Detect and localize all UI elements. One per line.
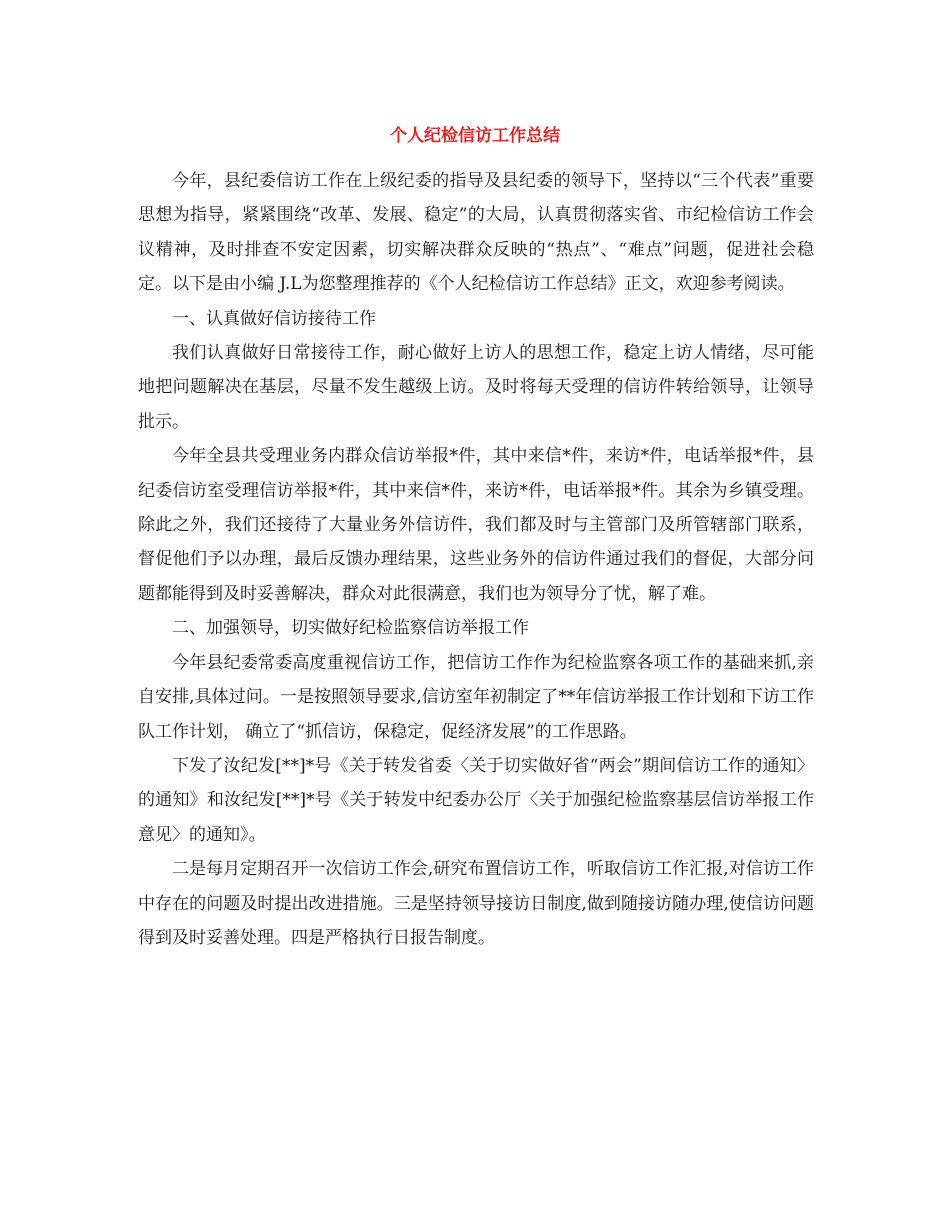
paragraph-reception: 我们认真做好日常接待工作，耐心做好上访人的思想工作，稳定上访人情绪，尽可能地把问题解决在基层，尽量不发生越级上访。及时将每天受理的信访件转给领导，让领导批示。 xyxy=(138,343,814,432)
section-heading-2: 二、加强领导，切实做好纪检监察信访举报工作 xyxy=(172,618,529,639)
paragraph-statistics: 今年全县共受理业务内群众信访举报*件，其中来信*件，来访*件，电话举报*件，县纪委信访室受理信访举报*件，其中来信*件，来访*件，电话举报*件。其余为乡镇受理。除此之外，我们还接待了大量业务外信访件，我们都及时与主管部门及所管辖部门联系，督促他们予以办理，最后反馈办理结果，这些业务外的信访件通过我们的督促，大部分问题都能得到及时妥善解决，群众对此很满意，我们也为领导分了忧，解了难。 xyxy=(138,446,814,604)
paragraph-leadership: 今年县纪委常委高度重视信访工作，把信访工作作为纪检监察各项工作的基础来抓,亲自安排,具体过问。一是按照领导要求,信访室年初制定了**年信访举报工作计划和下访工作队工作计划， 确立了“抓信访，保稳定，促经济发展”的工作思路。 xyxy=(138,652,814,742)
document-body xyxy=(138,164,814,955)
paragraph-documents: 下发了汝纪发[**]*号《关于转发省委〈关于切实做好省“两会”期间信访工作的通知〉的通知》和汝纪发[**]*号《关于转发中纪委办公厅〈关于加强纪检监察基层信访举报工作意见〉的通知》。 xyxy=(138,755,814,845)
document-title: 个人纪检信访工作总结 xyxy=(390,126,560,146)
paragraph-intro: 今年，县纪委信访工作在上级纪委的指导及县纪委的领导下，坚持以“三个代表”重要思想为指导，紧紧围绕“改革、发展、稳定”的大局，认真贯彻落实省、市纪检信访工作会议精神，及时排查不安定因素，切实解决群众反映的“热点”、“难点”问题，促进社会稳定。以下是由小编 J.L为您整理推荐的《个人纪检信访工作总结》正文，欢迎参考阅读。 xyxy=(138,171,814,295)
paragraph-meetings: 二是每月定期召开一次信访工作会,研究布置信访工作，听取信访工作汇报,对信访工作中存在的问题及时提出改进措施。三是坚持领导接访日制度,做到随接访随办理,使信访问题得到及时妥善处理。四是严格执行日报告制度。 xyxy=(138,859,814,948)
section-heading-1: 一、认真做好信访接待工作 xyxy=(172,308,376,329)
